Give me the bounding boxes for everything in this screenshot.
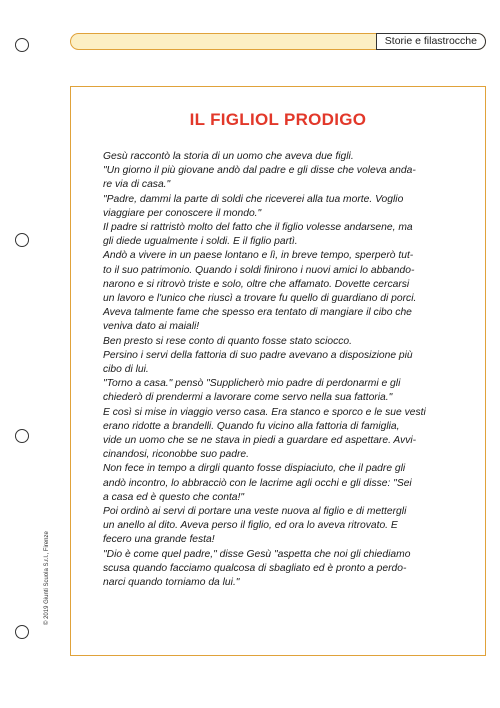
story-line: Ben presto si rese conto di quanto fosse stato sciocco. <box>103 335 352 347</box>
story-line: re via di casa." <box>103 179 171 191</box>
story-line: cibo di lui. <box>103 364 149 376</box>
section-label: Storie e filastrocche <box>376 33 486 50</box>
page-title: IL FIGLIOL PRODIGO <box>189 110 367 129</box>
story-line: fecero una grande festa! <box>103 534 215 546</box>
binder-hole-lower-middle <box>15 429 29 443</box>
story-line: veniva dato ai maiali! <box>103 321 200 333</box>
story-line: andò incontro, lo abbracciò con le lacrime agli occhi e gli disse: "Sei <box>103 477 412 489</box>
story-line: E così si mise in viaggio verso casa. Era stanco e sporco e le sue vesti <box>103 406 426 418</box>
story-line: narono e si ritrovò triste e solo, oltre che affamato. Dovette cercarsi <box>103 278 410 290</box>
binder-hole-bottom <box>15 625 29 639</box>
story-line: cinandosi, riconobbe suo padre. <box>103 449 249 461</box>
section-header-bar <box>70 33 486 50</box>
story-line: scusa quando facciamo qualcosa di sbagliato ed è pronto a perdo- <box>103 562 407 574</box>
story-line: narci quando torniamo da lui." <box>103 577 240 589</box>
story-line: viaggiare per conoscere il mondo." <box>103 207 262 219</box>
story-line: Gesù raccontò la storia di un uomo che aveva due figli. <box>103 151 354 162</box>
story-line: vide un uomo che se ne stava in piedi a guardare ed aspettare. Avvi- <box>103 435 417 447</box>
story-line: un anello al dito. Aveva perso il figlio, ed ora lo aveva ritrovato. E <box>103 520 398 532</box>
story-line: "Dio è come quel padre," disse Gesù "aspetta che noi gli chiediamo <box>103 548 411 560</box>
story-line: chiederò di prendermi a lavorare come servo nella sua fattoria." <box>103 392 393 404</box>
story-line: "Un giorno il più giovane andò dal padre e gli disse che voleva anda- <box>103 165 416 177</box>
story-line: Aveva talmente fame che spesso era tentato di mangiare il cibo che <box>103 307 412 319</box>
story-line: Non fece in tempo a dirgli quanto fosse dispiaciuto, che il padre gli <box>103 463 406 475</box>
copyright-notice: © 2019 Giunti Scuola S.r.l., Firenze <box>44 531 50 625</box>
binder-hole-top <box>15 38 29 52</box>
story-line: "Padre, dammi la parte di soldi che riceverei alla tua morte. Voglio <box>103 193 404 205</box>
story-line: to il suo patrimonio. Quando i soldi finirono i nuovi amici lo abbando- <box>103 264 415 276</box>
story-line: un lavoro e l'unico che riuscì a trovare fu quello di guardiano di porci. <box>103 293 417 305</box>
story-text <box>103 150 463 590</box>
story-line: Il padre si rattristò molto del fatto che il figlio volesse andarsene, ma <box>103 222 413 234</box>
story-line: "Torno a casa." pensò "Supplicherò mio padre di perdonarmi e gli <box>103 378 401 390</box>
story-line: a casa ed è questo che conta!" <box>103 491 245 503</box>
story-line: gli diede ugualmente i soldi. E il figlio partì. <box>103 236 298 248</box>
binder-hole-upper-middle <box>15 233 29 247</box>
story-line: Andò a vivere in un paese lontano e lì, in breve tempo, sperperò tut- <box>103 250 414 262</box>
story-line: Poi ordinò ai servi di portare una veste nuova al figlio e di mettergli <box>103 506 407 518</box>
story-line: erano ridotte a brandelli. Quando fu vicino alla fattoria di famiglia, <box>103 420 400 432</box>
story-line: Persino i servi della fattoria di suo padre avevano a disposizione più <box>103 349 413 361</box>
